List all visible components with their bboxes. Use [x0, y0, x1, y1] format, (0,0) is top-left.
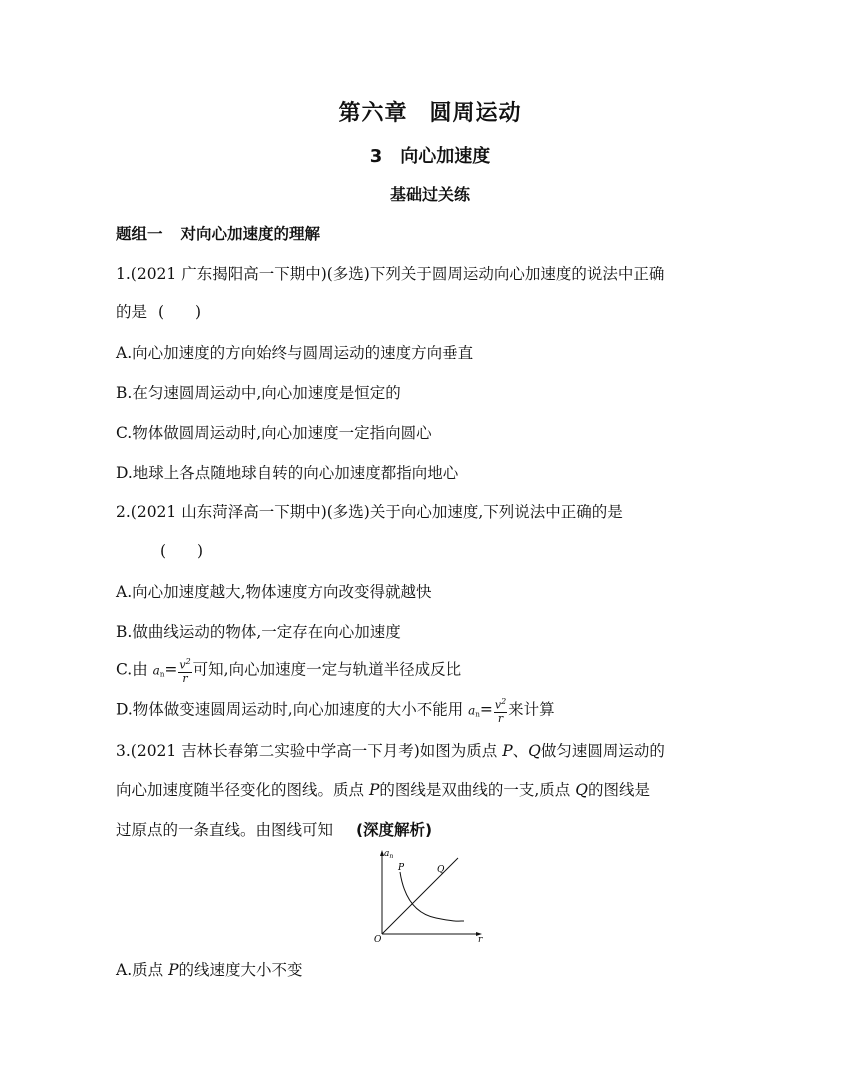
q1-stem-end: 的是 [116, 303, 148, 321]
curve-P-label: P [398, 863, 405, 873]
q3-stem-line3: 过原点的一条直线。由图线可知 (深度解析) [116, 821, 433, 839]
section-title: 向心加速度 [400, 146, 491, 167]
group-heading [116, 222, 320, 244]
section-number: 3 [369, 146, 383, 167]
q1-stem-line1: 1.(2021 广东揭阳高一下期中)(多选)下列关于圆周运动向心加速度的说法中正确 [116, 265, 665, 283]
curve-P [400, 872, 464, 921]
y-axis-label: $a_n$ [384, 849, 394, 860]
chapter-heading [0, 96, 860, 127]
subsection-heading: 基础过关练 [389, 185, 470, 204]
graph-figure [374, 846, 490, 942]
section-heading [0, 142, 860, 168]
q3-stem-line2: 向心加速度随半径变化的图线。质点 P的图线是双曲线的一支,质点 Q的图线是 [116, 781, 650, 799]
q2-option-d: D.物体做变速圆周运动时,向心加速度的大小不能用 $a_n=$ $\frac{v^2}{r}$ 来计算 [116, 697, 555, 725]
q1-option-c: C.物体做圆周运动时,向心加速度一定指向圆心 [116, 424, 432, 442]
formula-a: a [468, 703, 476, 718]
x-axis-label: r [478, 935, 483, 942]
formula-a: a [152, 663, 160, 678]
q1-option-b: B.在匀速圆周运动中,向心加速度是恒定的 [116, 384, 401, 402]
q2-option-c: C.由 $a_n=$ $\frac{v^2}{r}$ 可知,向心加速度一定与轨道半径成反比 [116, 657, 462, 685]
group-title: 对向心加速度的理解 [180, 225, 321, 243]
line-Q-label: Q [437, 865, 445, 875]
q1-option-d: D.地球上各点随地球自转的向心加速度都指向地心 [116, 464, 459, 482]
chapter-title: 圆周运动 [429, 101, 522, 126]
line-Q [382, 858, 458, 934]
q3-option-a: A.质点 P的线速度大小不变 [116, 961, 303, 979]
chapter-number: 第六章 [338, 101, 408, 126]
q1-answer-blank: ( ) [157, 303, 202, 321]
q2-option-a: A.向心加速度越大,物体速度方向改变得就越快 [116, 583, 432, 601]
group-label: 题组一 [116, 225, 163, 243]
q3-stem-line1: 3.(2021 吉林长春第二实验中学高一下月考)如图为质点 P、Q做匀速圆周运动的 [116, 742, 665, 760]
origin-label: O [374, 935, 382, 942]
formula-fraction: $\frac{v^2}{r}$ [179, 657, 191, 685]
analysis-tag: (深度解析) [355, 821, 433, 839]
q1-option-a: A.向心加速度的方向始终与圆周运动的速度方向垂直 [116, 344, 474, 362]
q2-stem-line1: 2.(2021 山东菏泽高一下期中)(多选)关于向心加速度,下列说法中正确的是 [116, 503, 623, 521]
q2-answer-blank: ( ) [160, 542, 204, 560]
q1-stem-line2 [116, 300, 201, 322]
q2-option-b: B.做曲线运动的物体,一定存在向心加速度 [116, 623, 401, 641]
formula-fraction: $\frac{v^2}{r}$ [494, 697, 507, 725]
